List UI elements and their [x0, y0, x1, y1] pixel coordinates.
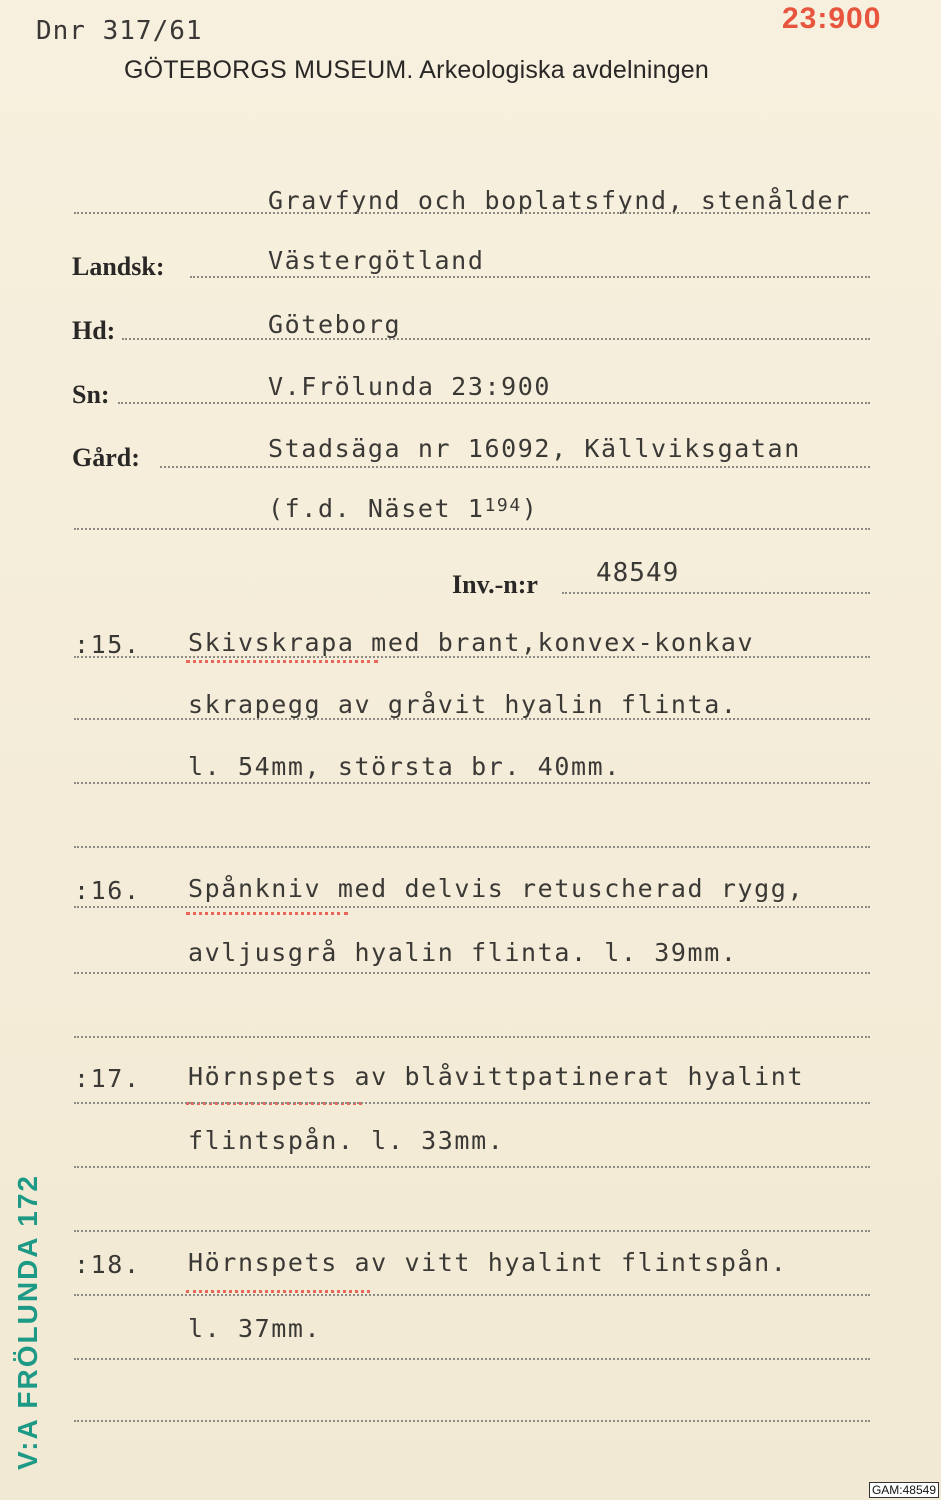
item-line [188, 1062, 804, 1091]
dotted-line [74, 846, 870, 848]
category-text: Gravfynd och boplatsfynd, stenålder [268, 186, 851, 215]
dotted-line [118, 402, 870, 404]
item-line: flintspån. l. 33mm. [188, 1126, 505, 1155]
item-line [188, 628, 754, 657]
dotted-line [160, 466, 870, 468]
item-number: :18. [74, 1250, 141, 1279]
inv-value: 48549 [596, 558, 680, 588]
item-line [188, 874, 804, 903]
dotted-line [74, 718, 870, 720]
red-underline [186, 912, 348, 915]
catalog-id: GAM:48549 [869, 1482, 939, 1498]
item-number: :15. [74, 630, 141, 659]
dotted-line [74, 1166, 870, 1168]
dotted-line [122, 338, 870, 340]
item-line: avljusgrå hyalin flinta. l. 39mm. [188, 938, 738, 967]
red-underline [186, 660, 378, 663]
landsk-label: Landsk: [72, 252, 165, 281]
dotted-line [74, 1230, 870, 1232]
item-title: Hörnspets [188, 1248, 338, 1277]
item-text: av vitt hyalint flintspån. [337, 1248, 788, 1277]
item-text: av blåvittpatinerat hyalint [337, 1062, 805, 1091]
item-text: med brant,konvex-konkav [354, 628, 755, 657]
dotted-line [74, 782, 870, 784]
item-line [188, 1248, 787, 1277]
item-text: med delvis retuscherad rygg, [321, 874, 805, 903]
dotted-line [74, 1036, 870, 1038]
dotted-line [562, 592, 870, 594]
item-number: :17. [74, 1064, 141, 1093]
dotted-line [74, 972, 870, 974]
dotted-line [74, 1102, 870, 1104]
dotted-line [74, 212, 870, 214]
sn-value: V.Frölunda 23:900 [268, 372, 552, 401]
stamp-number: 23:900 [782, 2, 882, 35]
dotted-line [74, 528, 870, 530]
sn-label: Sn: [72, 380, 110, 409]
red-underline [186, 1290, 370, 1293]
dotted-line [190, 276, 870, 278]
dotted-line [74, 656, 870, 658]
gard-line2-text: (f.d. Näset 1 [268, 494, 485, 523]
hd-label: Hd: [72, 316, 116, 345]
dotted-line [74, 1358, 870, 1360]
item-line: l. 37mm. [188, 1314, 322, 1343]
dotted-line [74, 1420, 870, 1422]
landsk-value: Västergötland [268, 246, 485, 275]
hd-value: Göteborg [268, 310, 402, 339]
dotted-line [74, 906, 870, 908]
item-line: skrapegg av gråvit hyalin flinta. [188, 690, 738, 719]
gard-line2-close: ) [521, 494, 539, 523]
gard-value-line1: Stadsäga nr 16092, Källviksgatan [268, 434, 801, 463]
dnr-number: Dnr 317/61 [36, 16, 203, 46]
side-stamp: V:A FRÖLUNDA 172 [12, 1174, 43, 1470]
item-number: :16. [74, 876, 141, 905]
dotted-line [74, 1294, 870, 1296]
item-title: Hörnspets [188, 1062, 338, 1091]
museum-heading: GÖTEBORGS MUSEUM. Arkeologiska avdelningen [124, 56, 710, 84]
gard-line2-superscript: 194 [484, 495, 522, 516]
gard-label: Gård: [72, 443, 140, 472]
item-title: Skivskrapa [188, 628, 355, 657]
inv-label: Inv.-n:r [452, 570, 538, 599]
gard-value-line2 [268, 494, 538, 523]
item-title: Spånkniv [188, 874, 322, 903]
item-line: l. 54mm, största br. 40mm. [188, 752, 621, 781]
